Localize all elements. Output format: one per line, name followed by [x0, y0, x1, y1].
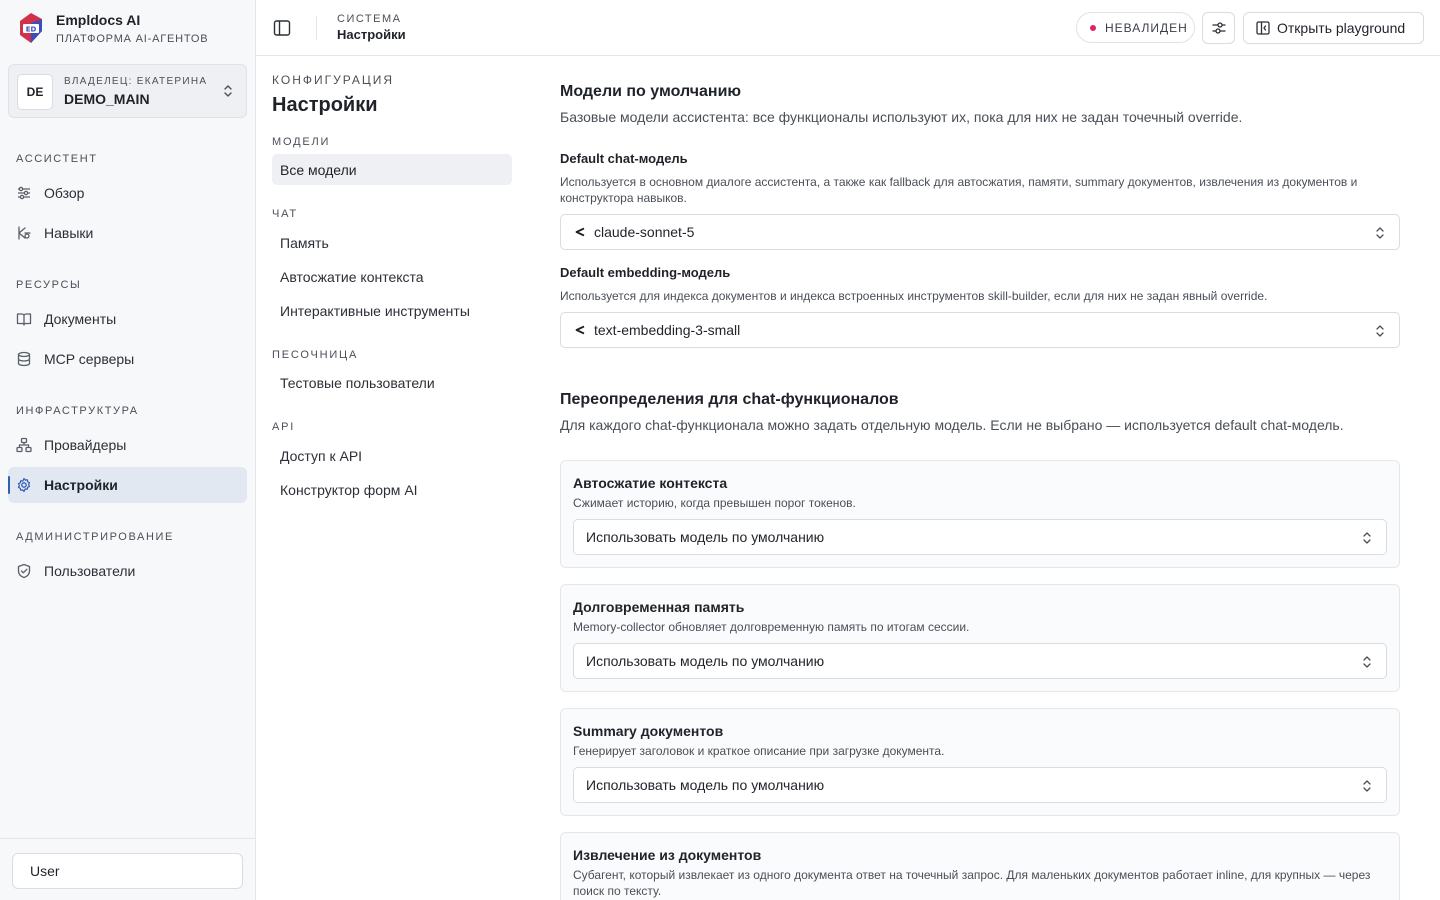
- settings-section-chat: ЧАТ: [272, 208, 298, 220]
- settings-item-memory[interactable]: Память: [280, 234, 329, 251]
- settings-item-autocompress[interactable]: Автосжатие контекста: [280, 268, 424, 285]
- topbar: [256, 0, 1440, 56]
- provider-icon: [573, 225, 587, 239]
- sidebar-item-providers[interactable]: [8, 427, 247, 463]
- open-playground-button[interactable]: [1243, 12, 1424, 44]
- sidebar-toggle-icon[interactable]: [273, 19, 291, 37]
- settings-title: Настройки: [272, 94, 378, 116]
- workspace-avatar: DE: [17, 74, 53, 110]
- sidebar: [0, 0, 256, 900]
- override-card-description: Генерирует заголовок и краткое описание при загрузке документа.: [573, 744, 945, 758]
- sidebar-item-mcp-servers[interactable]: [8, 341, 247, 377]
- overrides-title: Переопределения для chat-функционалов: [560, 391, 899, 408]
- network-icon: [16, 437, 32, 453]
- chevron-up-down-icon: [222, 84, 234, 98]
- settings-item-test-users[interactable]: Тестовые пользователи: [280, 374, 435, 391]
- sidebar-item-label: Обзор: [44, 185, 85, 201]
- sliders-icon: [16, 185, 32, 201]
- brand-name: Empldocs AI: [56, 12, 141, 28]
- brand-subtitle: ПЛАТФОРМА AI-АГЕНТОВ: [56, 33, 209, 45]
- active-indicator: [8, 476, 10, 494]
- sidebar-item-overview[interactable]: [8, 175, 247, 211]
- settings-nav: [256, 56, 528, 900]
- chevron-up-down-icon: [1375, 324, 1385, 338]
- sidebar-item-label: Навыки: [44, 225, 94, 241]
- topbar-divider: [316, 16, 317, 40]
- sidebar-item-label: Настройки: [44, 477, 118, 493]
- settings-section-sandbox: ПЕСОЧНИЦА: [272, 349, 359, 361]
- override-model-select[interactable]: [573, 519, 1387, 555]
- brand[interactable]: [20, 12, 208, 46]
- settings-section-api: API: [272, 421, 296, 433]
- sidebar-item-label: Пользователи: [44, 563, 136, 579]
- svg-text:ED: ED: [25, 25, 37, 34]
- settings-item-ai-form-builder[interactable]: Конструктор форм AI: [280, 481, 418, 498]
- panel-icon: [1256, 21, 1270, 35]
- settings-item-interactive-tools[interactable]: Интерактивные инструменты: [280, 302, 470, 319]
- override-card-doc-extraction: [560, 832, 1400, 900]
- override-card-title: Долговременная память: [573, 599, 745, 615]
- workspace-owner-label: ВЛАДЕЛЕЦ: ЕКАТЕРИНА: [64, 76, 208, 87]
- override-card-autocompress: [560, 460, 1400, 568]
- override-card-memory: [560, 584, 1400, 692]
- breadcrumb-parent: СИСТЕМА: [337, 13, 402, 25]
- nav-section-resources: РЕСУРСЫ: [16, 279, 82, 291]
- settings-eyebrow: КОНФИГУРАЦИЯ: [272, 73, 395, 87]
- chat-model-value: claude-sonnet-5: [594, 224, 695, 240]
- user-menu[interactable]: User: [12, 853, 243, 889]
- settings-content: [528, 56, 1440, 900]
- override-card-description: Сжимает историю, когда превышен порог токенов.: [573, 496, 856, 510]
- sidebar-item-label: Документы: [44, 311, 117, 327]
- chevron-up-down-icon: [1362, 655, 1372, 669]
- nav-section-infrastructure: ИНФРАСТРУКТУРА: [16, 405, 139, 417]
- sidebar-footer: [0, 838, 255, 900]
- skills-icon: [16, 225, 32, 241]
- logo-icon: [20, 13, 42, 43]
- override-card-title: Автосжатие контекста: [573, 475, 728, 491]
- embedding-model-select[interactable]: [560, 312, 1400, 348]
- breadcrumb-current: Настройки: [337, 27, 406, 42]
- override-card-description: Memory-collector обновляет долговременную память по итогам сессии.: [573, 620, 970, 634]
- override-card-doc-summary: [560, 708, 1400, 816]
- override-card-description: Субагент, который извлекает из одного документа ответ на точечный запрос. Для маленьких документов работает inline, для крупных — через поиск по тексту.: [573, 868, 1371, 898]
- override-model-select[interactable]: [573, 767, 1387, 803]
- gear-icon: [16, 477, 32, 493]
- settings-item-api-access[interactable]: Доступ к API: [280, 447, 363, 464]
- override-card-title: Извлечение из документов: [573, 847, 762, 863]
- embedding-model-help: Используется для индекса документов и индекса встроенных инструментов skill-builder, если для них не задан явный override.: [560, 289, 1268, 303]
- provider-icon: [573, 323, 587, 337]
- override-model-select[interactable]: [573, 643, 1387, 679]
- override-model-value: Использовать модель по умолчанию: [586, 529, 825, 545]
- shield-icon: [16, 563, 32, 579]
- open-playground-label: Открыть playground: [1277, 20, 1406, 36]
- tune-icon: [1211, 20, 1227, 36]
- workspace-name: DEMO_MAIN: [64, 91, 150, 107]
- chevron-up-down-icon: [1375, 226, 1385, 240]
- chevron-up-down-icon: [1362, 779, 1372, 793]
- chat-model-label: Default chat-модель: [560, 151, 688, 166]
- override-card-title: Summary документов: [573, 723, 724, 739]
- embedding-model-value: text-embedding-3-small: [594, 322, 741, 338]
- status-badge: [1076, 12, 1195, 43]
- defaults-description: Базовые модели ассистента: все функционалы используют их, пока для них не задан точечный override.: [560, 109, 1243, 125]
- chevron-up-down-icon: [1362, 531, 1372, 545]
- chat-model-select[interactable]: [560, 214, 1400, 250]
- sidebar-item-skills[interactable]: [8, 215, 247, 251]
- filters-button[interactable]: [1202, 12, 1235, 44]
- nav-section-administration: АДМИНИСТРИРОВАНИЕ: [16, 531, 174, 543]
- status-dot-icon: [1090, 25, 1096, 31]
- embedding-model-label: Default embedding-модель: [560, 265, 731, 280]
- sidebar-item-label: Провайдеры: [44, 437, 127, 453]
- sidebar-item-documents[interactable]: [8, 301, 247, 337]
- chat-model-help: Используется в основном диалоге ассистента, а также как fallback для автосжатия, памяти, summary документов, извлечения из документов и конструктора навыков.: [560, 175, 1358, 205]
- settings-item-all-models[interactable]: Все модели: [272, 154, 512, 185]
- defaults-title: Модели по умолчанию: [560, 83, 742, 100]
- status-text: НЕВАЛИДЕН: [1105, 20, 1188, 35]
- override-model-value: Использовать модель по умолчанию: [586, 777, 825, 793]
- settings-section-models: МОДЕЛИ: [272, 136, 331, 148]
- sidebar-item-label: MCP серверы: [44, 351, 135, 367]
- workspace-switcher[interactable]: [8, 64, 247, 118]
- sidebar-item-settings[interactable]: [8, 467, 247, 503]
- book-icon: [16, 311, 32, 327]
- overrides-description: Для каждого chat-функционала можно задать отдельную модель. Если не выбрано — используется default chat-модель.: [560, 417, 1344, 433]
- database-icon: [16, 351, 32, 367]
- sidebar-item-users[interactable]: [8, 553, 247, 589]
- override-model-value: Использовать модель по умолчанию: [586, 653, 825, 669]
- nav-section-assistant: АССИСТЕНТ: [16, 153, 98, 165]
